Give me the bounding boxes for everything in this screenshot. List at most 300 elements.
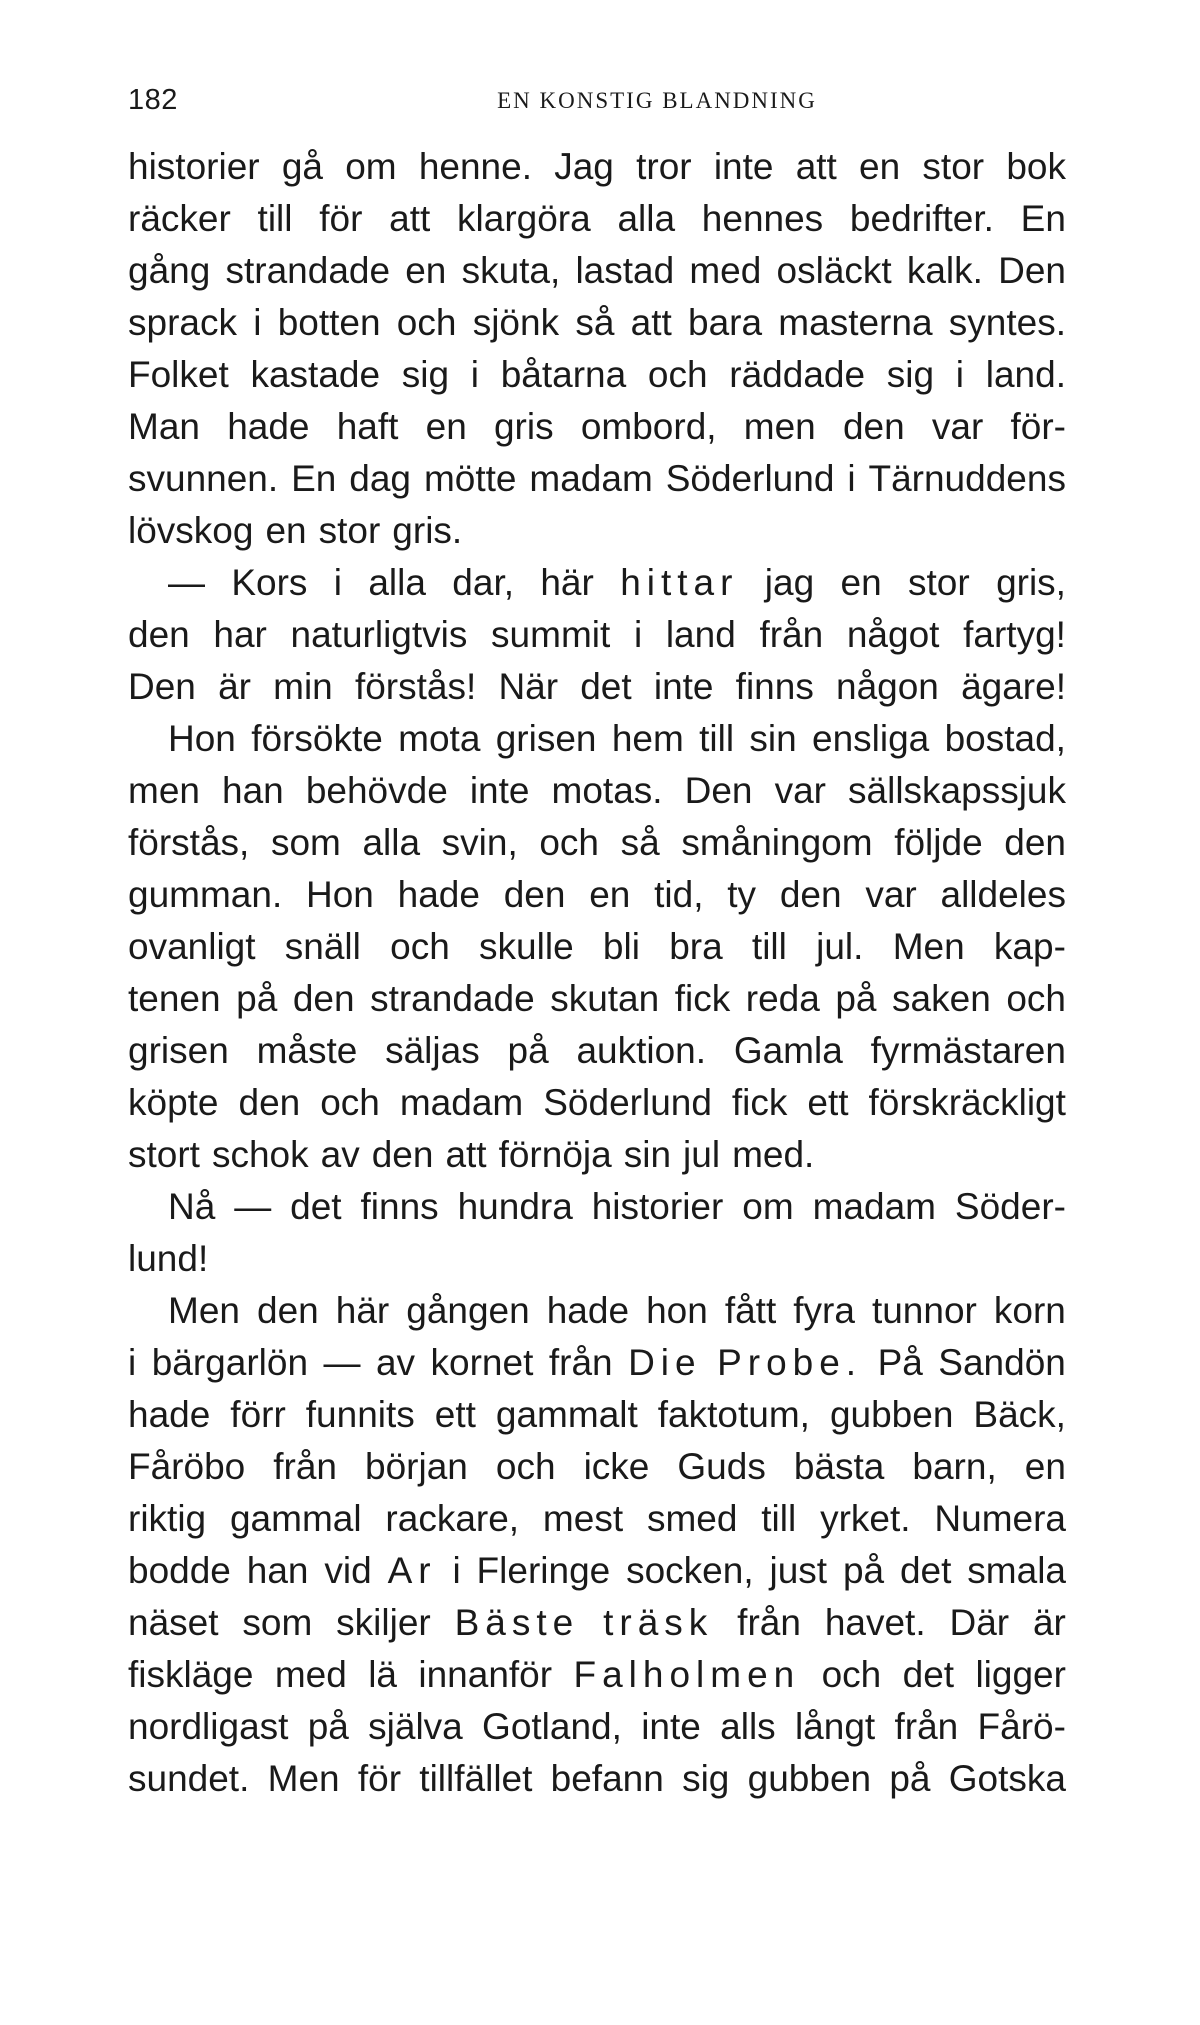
word: auktion.: [576, 1030, 707, 1071]
word: med.: [732, 1134, 815, 1175]
word: historier: [128, 146, 260, 187]
word: inte: [641, 1706, 701, 1747]
word: från: [759, 614, 824, 655]
word: henne.: [418, 146, 532, 187]
word: i: [955, 354, 965, 395]
word: Den: [128, 666, 196, 707]
word: Kors: [231, 562, 308, 603]
word: behövde: [305, 770, 448, 811]
text-line: [128, 349, 1066, 401]
text-line: [128, 557, 1066, 609]
word: Sandön: [938, 1342, 1066, 1383]
word: finns: [735, 666, 814, 707]
word: snäll: [284, 926, 361, 967]
word: gammalt: [495, 1394, 638, 1435]
word: på: [835, 978, 877, 1019]
word: haft: [336, 406, 399, 447]
word: det: [902, 1654, 955, 1695]
word: på: [307, 1706, 349, 1747]
word: Bäck,: [973, 1394, 1066, 1435]
text-line: [128, 297, 1066, 349]
word: ett: [807, 1082, 849, 1123]
text-line: [128, 1129, 1066, 1181]
word: Bäste: [454, 1602, 580, 1643]
word: socken,: [626, 1550, 754, 1591]
word: madam: [399, 1082, 524, 1123]
word: en: [1024, 1446, 1066, 1487]
word: att: [389, 198, 431, 239]
word: förr: [230, 1394, 286, 1435]
word: jul: [683, 1134, 721, 1175]
word: klargöra: [457, 198, 591, 239]
word: svin,: [441, 822, 518, 863]
word: Probe.: [717, 1342, 863, 1383]
text-line: [128, 1233, 1066, 1285]
word: jul.: [816, 926, 864, 967]
word: just: [769, 1550, 828, 1591]
word: mötte: [423, 458, 517, 499]
word: från: [894, 1706, 959, 1747]
word: På: [877, 1342, 923, 1383]
word: båtarna: [500, 354, 627, 395]
word: Die: [628, 1342, 702, 1383]
text-line: [128, 505, 1066, 557]
word: Falholmen: [573, 1654, 801, 1695]
word: dag: [349, 458, 412, 499]
word: Men: [267, 1758, 340, 1799]
text-line: [128, 1285, 1066, 1337]
word: fartyg!: [963, 614, 1066, 655]
word: lövskog: [128, 510, 254, 551]
word: tror: [636, 146, 692, 187]
word: sin: [749, 718, 797, 759]
word: den: [128, 614, 190, 655]
word: köpte: [128, 1082, 219, 1123]
text-line: [128, 141, 1066, 193]
word: fyra: [793, 1290, 855, 1331]
text-line: [128, 1441, 1066, 1493]
running-head: [128, 84, 1066, 124]
word: summit: [491, 614, 611, 655]
word: Gamla: [733, 1030, 843, 1071]
word: var: [774, 770, 826, 811]
word: att: [445, 1134, 487, 1175]
word: har: [213, 614, 267, 655]
word: träsk: [603, 1602, 714, 1643]
word: den: [257, 1290, 319, 1331]
word: en: [265, 510, 307, 551]
word: sällskapssjuk: [848, 770, 1066, 811]
word: räddade: [729, 354, 866, 395]
word: i: [847, 458, 856, 499]
word: saken: [892, 978, 991, 1019]
word: inte: [469, 770, 530, 811]
text-line: [128, 869, 1066, 921]
word: och: [539, 822, 600, 863]
word: motas.: [551, 770, 663, 811]
word: Tärnuddens: [868, 458, 1066, 499]
text-line: [128, 1493, 1066, 1545]
word: Guds: [677, 1446, 766, 1487]
word: Söder-: [954, 1186, 1066, 1227]
word: försökte: [251, 718, 383, 759]
word: i: [128, 1342, 137, 1383]
word: rackare,: [385, 1498, 520, 1539]
word: i: [470, 354, 480, 395]
word: stor: [908, 562, 970, 603]
word: var: [865, 874, 917, 915]
word: historier: [591, 1186, 724, 1227]
text-line: [128, 1025, 1066, 1077]
word: början: [365, 1446, 468, 1487]
word: madam: [529, 458, 653, 499]
word: om: [345, 146, 397, 187]
text-line: [128, 1077, 1066, 1129]
word: det: [290, 1186, 342, 1227]
word: att: [630, 302, 672, 343]
word: bodde: [128, 1550, 231, 1591]
word: Gotska: [948, 1758, 1066, 1799]
word: förskräckligt: [868, 1082, 1066, 1123]
word: förnöja: [498, 1134, 612, 1175]
word: alla: [617, 198, 676, 239]
word: Numera: [934, 1498, 1066, 1539]
word: hundra: [457, 1186, 573, 1227]
word: nordligast: [128, 1706, 289, 1747]
word: den: [292, 978, 355, 1019]
word: befann: [550, 1758, 664, 1799]
word: och: [1006, 978, 1066, 1019]
text-line: [128, 245, 1066, 297]
word: Hon: [306, 874, 374, 915]
word: det: [580, 666, 632, 707]
text-line: [128, 1649, 1066, 1701]
word: men: [128, 770, 200, 811]
word: skiljer: [336, 1602, 431, 1643]
word: sin: [623, 1134, 672, 1175]
word: inte: [713, 146, 774, 187]
text-line: [128, 921, 1066, 973]
word: sundet.: [128, 1758, 250, 1799]
word: är: [1032, 1602, 1066, 1643]
word: från: [737, 1602, 801, 1643]
word: med: [274, 1654, 347, 1695]
word: till: [761, 1498, 797, 1539]
word: sig: [401, 354, 450, 395]
word: alldeles: [940, 874, 1066, 915]
word: funnits: [305, 1394, 415, 1435]
word: av: [320, 1134, 360, 1175]
word: land.: [985, 354, 1066, 395]
word: —: [168, 562, 205, 603]
word: räcker: [128, 198, 231, 239]
word: —: [323, 1342, 361, 1383]
word: hade: [397, 874, 480, 915]
word: Hon: [168, 718, 236, 759]
word: tenen: [128, 978, 221, 1019]
word: lund!: [128, 1238, 209, 1279]
word: finns: [360, 1186, 439, 1227]
word: är: [218, 666, 251, 707]
word: någon: [836, 666, 939, 707]
word: bästa: [793, 1446, 885, 1487]
word: ty: [727, 874, 757, 915]
word: hittar: [620, 562, 739, 603]
word: En: [1020, 198, 1066, 239]
word: den: [1004, 822, 1066, 863]
word: den: [779, 874, 842, 915]
word: Nå: [168, 1186, 216, 1227]
page-number: 182: [128, 84, 178, 116]
word: gubben: [747, 1758, 872, 1799]
word: gubben: [829, 1394, 954, 1435]
word: han: [222, 770, 284, 811]
word: sjönk: [472, 302, 560, 343]
word: masterna: [778, 302, 933, 343]
word: det: [899, 1550, 952, 1591]
word: fick: [731, 1082, 788, 1123]
text-line: [128, 713, 1066, 765]
word: på: [236, 978, 278, 1019]
text-line: [128, 609, 1066, 661]
word: hade: [546, 1290, 630, 1331]
text-line: [128, 1181, 1066, 1233]
word: från: [548, 1342, 613, 1383]
word: bara: [688, 302, 763, 343]
word: Söderlund: [543, 1082, 712, 1123]
word: Fleringe: [476, 1550, 611, 1591]
word: på: [842, 1550, 885, 1591]
word: så: [575, 302, 615, 343]
word: skuta,: [461, 250, 561, 291]
word: en: [425, 406, 467, 447]
word: Men: [892, 926, 965, 967]
word: en: [859, 146, 901, 187]
word: bli: [602, 926, 640, 967]
text-line: [128, 1597, 1066, 1649]
text-line: [128, 401, 1066, 453]
word: Ar: [387, 1550, 437, 1591]
word: en: [589, 874, 631, 915]
word: reda: [745, 978, 820, 1019]
word: bra: [669, 926, 723, 967]
text-line: [128, 661, 1066, 713]
word: till: [699, 718, 735, 759]
word: ombord,: [580, 406, 717, 447]
word: osläckt: [776, 250, 892, 291]
word: kastade: [250, 354, 381, 395]
word: kalk.: [906, 250, 983, 291]
word: måste: [256, 1030, 358, 1071]
word: yrket.: [820, 1498, 911, 1539]
word: näset: [128, 1602, 219, 1643]
word: bok: [1006, 146, 1066, 187]
word: den: [503, 874, 566, 915]
word: hade: [227, 406, 310, 447]
word: lastad: [575, 250, 675, 291]
word: gumman.: [128, 874, 283, 915]
word: en: [405, 250, 447, 291]
word: gång: [128, 250, 211, 291]
word: inte: [653, 666, 714, 707]
word: på: [507, 1030, 549, 1071]
word: förstås!: [354, 666, 477, 707]
word: alla: [368, 562, 426, 603]
word: här: [540, 562, 594, 603]
word: som: [242, 1602, 313, 1643]
word: alla: [362, 822, 421, 863]
word: från: [273, 1446, 338, 1487]
word: Folket: [128, 354, 229, 395]
word: den: [371, 1134, 434, 1175]
text-line: [128, 1337, 1066, 1389]
word: sprack: [128, 302, 237, 343]
word: gris.: [392, 510, 463, 551]
word: ett: [434, 1394, 476, 1435]
word: den: [238, 1082, 301, 1123]
text-line: [128, 193, 1066, 245]
word: och: [821, 1654, 882, 1695]
text-line: [128, 973, 1066, 1025]
word: här: [335, 1290, 390, 1331]
word: Den: [998, 250, 1066, 291]
word: på: [889, 1758, 931, 1799]
word: skutan: [550, 978, 660, 1019]
word: Men: [168, 1290, 240, 1331]
word: syntes.: [948, 302, 1066, 343]
text-line: [128, 817, 1066, 869]
word: smala: [967, 1550, 1066, 1591]
word: i: [253, 302, 262, 343]
word: i: [333, 562, 342, 603]
word: men: [743, 406, 816, 447]
word: om: [742, 1186, 794, 1227]
word: i: [633, 614, 643, 655]
word: ovanligt: [128, 926, 256, 967]
word: fått: [724, 1290, 777, 1331]
word: och: [390, 926, 450, 967]
word: till: [257, 198, 293, 239]
word: och: [495, 1446, 556, 1487]
word: Jag: [554, 146, 614, 187]
word: av: [375, 1342, 416, 1383]
word: Söderlund: [665, 458, 835, 499]
word: gången: [406, 1290, 530, 1331]
word: Gotland,: [482, 1706, 622, 1747]
word: fiskläge: [128, 1654, 254, 1695]
word: bedrifter.: [849, 198, 994, 239]
word: Fårö-: [977, 1706, 1066, 1747]
word: följde: [894, 822, 983, 863]
word: skulle: [479, 926, 574, 967]
word: En: [291, 458, 337, 499]
text-line: [128, 1545, 1066, 1597]
word: bärgarlön: [151, 1342, 309, 1383]
word: fick: [674, 978, 731, 1019]
word: havet.: [824, 1602, 926, 1643]
word: faktotum,: [657, 1394, 810, 1435]
word: gammal: [229, 1498, 362, 1539]
word: kornet: [430, 1342, 534, 1383]
word: en: [840, 562, 882, 603]
word: hennes: [701, 198, 824, 239]
word: min: [273, 666, 333, 707]
word: något: [846, 614, 940, 655]
word: dar,: [452, 562, 515, 603]
word: riktig: [128, 1498, 207, 1539]
word: svunnen.: [128, 458, 279, 499]
word: i: [452, 1550, 461, 1591]
word: Fåröbo: [128, 1446, 246, 1487]
word: strandade: [370, 978, 535, 1019]
word: lä: [368, 1654, 397, 1695]
word: småningom: [681, 822, 873, 863]
word: förstås,: [128, 822, 250, 863]
word: den: [842, 406, 905, 447]
word: vid: [324, 1550, 372, 1591]
word: tunnor: [871, 1290, 977, 1331]
word: kap-: [993, 926, 1066, 967]
word: att: [795, 146, 837, 187]
word: icke: [583, 1446, 650, 1487]
word: han: [246, 1550, 309, 1591]
running-title: EN KONSTIG BLANDNING: [497, 88, 817, 113]
word: strandade: [225, 250, 391, 291]
text-line: [128, 1389, 1066, 1441]
word: Man: [128, 406, 200, 447]
word: mest: [542, 1498, 624, 1539]
word: med: [689, 250, 762, 291]
word: sig: [682, 1758, 730, 1799]
word: hon: [646, 1290, 708, 1331]
word: smed: [646, 1498, 738, 1539]
word: botten: [277, 302, 381, 343]
word: Där: [949, 1602, 1010, 1643]
text-line: [128, 1701, 1066, 1753]
word: långt: [794, 1706, 876, 1747]
word: land: [665, 614, 736, 655]
word: ägare!: [961, 666, 1066, 707]
word: korn: [993, 1290, 1066, 1331]
word: gå: [281, 146, 323, 187]
word: mota: [398, 718, 481, 759]
word: alls: [720, 1706, 776, 1747]
word: tillfället: [419, 1758, 533, 1799]
word: stort: [128, 1134, 200, 1175]
word: sig: [886, 354, 935, 395]
word: så: [620, 822, 660, 863]
word: gris,: [996, 562, 1066, 603]
text-line: [128, 453, 1066, 505]
word: som: [270, 822, 341, 863]
word: hade: [128, 1394, 211, 1435]
word: madam: [812, 1186, 936, 1227]
word: stor: [922, 146, 985, 187]
word: innanför: [418, 1654, 553, 1695]
word: säljas: [385, 1030, 480, 1071]
word: bostad,: [944, 718, 1066, 759]
word: för: [319, 198, 363, 239]
body-text: [128, 141, 1066, 1805]
word: till: [751, 926, 787, 967]
word: jag: [764, 562, 815, 603]
word: barn,: [912, 1446, 997, 1487]
word: fyrmästaren: [870, 1030, 1066, 1071]
word: och: [647, 354, 708, 395]
word: och: [396, 302, 457, 343]
word: —: [234, 1186, 272, 1227]
text-line: [128, 765, 1066, 817]
